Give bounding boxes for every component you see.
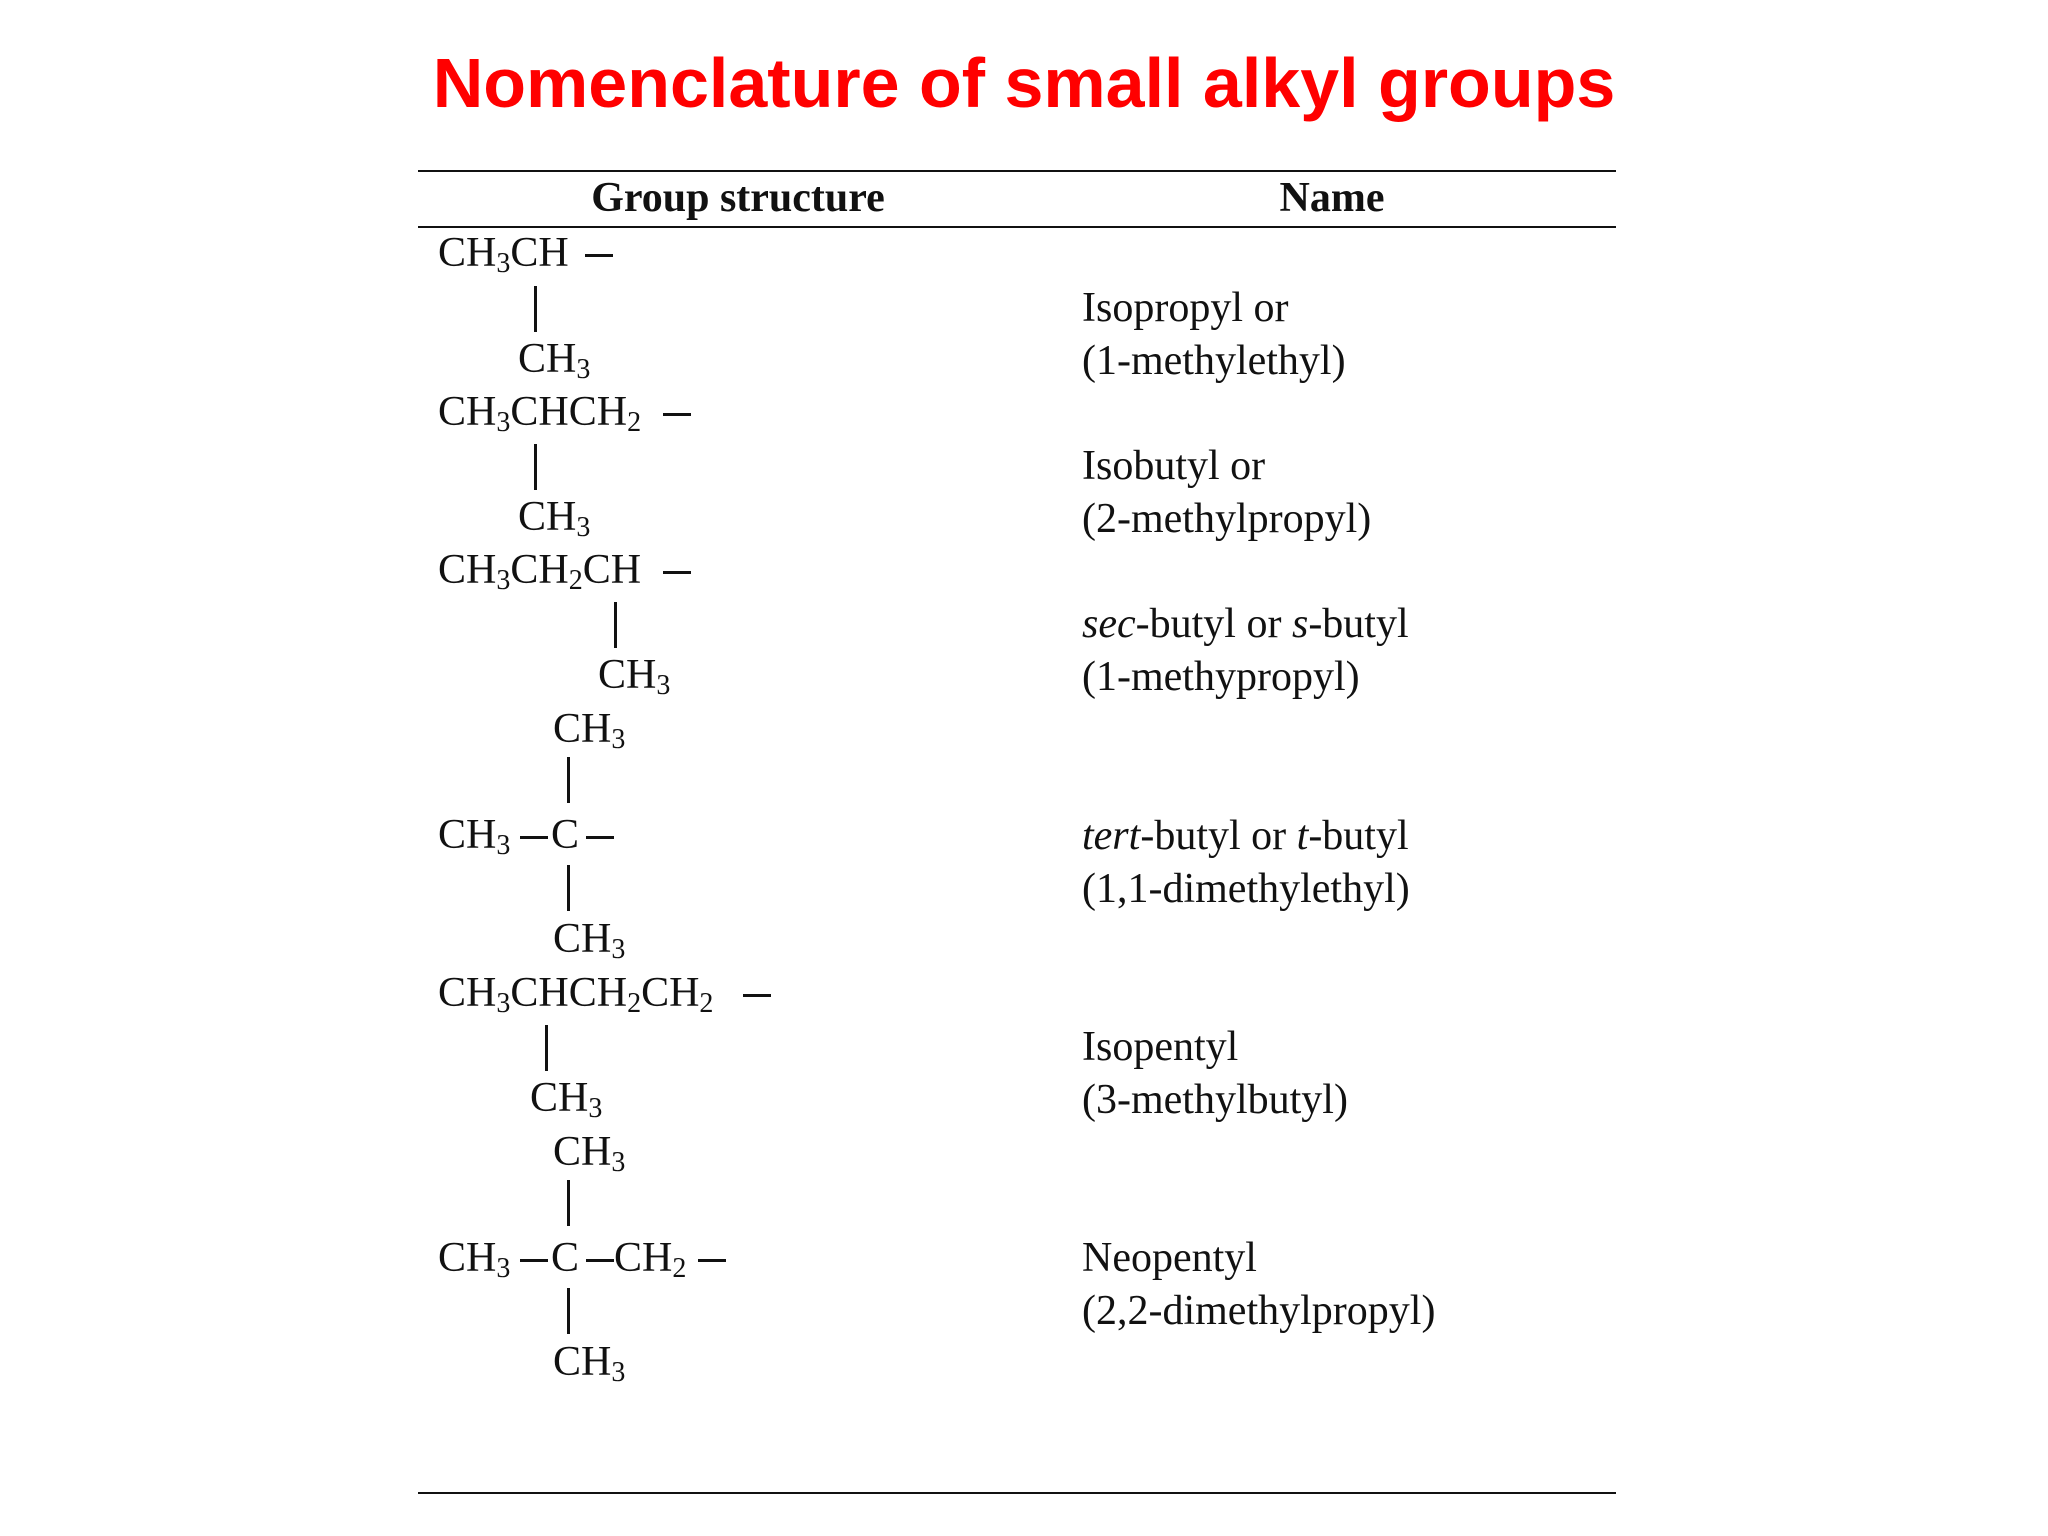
header-group-structure: Group structure (591, 175, 885, 221)
slide-title: Nomenclature of small alkyl groups (432, 44, 1616, 122)
name-tertbutyl (1082, 810, 1409, 863)
name-isopropyl-iupac: (1-methylethyl) (1082, 338, 1346, 384)
bond-h (585, 254, 613, 257)
name-secbutyl (1082, 598, 1409, 651)
structure-isopropyl-ch3: $CH_3$ (518, 336, 591, 385)
name-isopentyl: Isopentyl (1082, 1024, 1239, 1070)
structure-neopentyl-ch2: $CH_2$ (614, 1235, 687, 1284)
name-tertbutyl-iupac: (1,1-dimethylethyl) (1082, 866, 1410, 912)
bond-h (663, 413, 691, 416)
bond-h (586, 836, 614, 839)
bond-v (567, 1288, 570, 1334)
table-header-rule (418, 226, 1616, 228)
structure-isopropyl-main: $CH_3CH$ (438, 230, 569, 279)
bond-v (534, 444, 537, 490)
table-bottom-rule (418, 1492, 1616, 1494)
structure-neopentyl-top-ch3: $CH_3$ (553, 1129, 626, 1178)
bond-v (567, 865, 570, 911)
name-tertbutyl-mid: -butyl or (1140, 813, 1297, 859)
bond-h (698, 1259, 726, 1262)
bond-v (567, 757, 570, 803)
bond-h (520, 836, 548, 839)
structure-isobutyl-main: $CH_3CHCH_2$ (438, 389, 642, 438)
name-secbutyl-iupac: (1-methypropyl) (1082, 654, 1360, 700)
structure-secbutyl-ch3: $CH_3$ (598, 652, 671, 701)
structure-neopentyl-main-ch3: $CH_3$ (438, 1235, 511, 1284)
name-isopentyl-iupac: (3-methylbutyl) (1082, 1077, 1348, 1123)
structure-isopentyl-ch3: $CH_3$ (530, 1075, 603, 1124)
name-isobutyl-iupac: (2-methylpropyl) (1082, 496, 1372, 542)
name-tertbutyl-prefix2: t (1296, 813, 1309, 859)
structure-tertbutyl-c: C (551, 812, 580, 858)
bond-h (663, 571, 691, 574)
name-tertbutyl-suffix: -butyl (1308, 813, 1409, 859)
bond-h (520, 1259, 548, 1262)
name-isopropyl: Isopropyl or (1082, 285, 1289, 331)
structure-tertbutyl-bottom-ch3: $CH_3$ (553, 916, 626, 965)
structure-isopentyl-main: $CH_3CHCH_2CH_2$ (438, 970, 714, 1019)
bond-h (586, 1259, 614, 1262)
name-secbutyl-suffix: -butyl (1308, 601, 1409, 647)
bond-h (743, 994, 771, 997)
bond-v (545, 1025, 548, 1071)
structure-neopentyl-c: C (551, 1235, 580, 1281)
structure-isobutyl-ch3: $CH_3$ (518, 494, 591, 543)
bond-v (534, 286, 537, 332)
structure-tertbutyl-main: $CH_3$ (438, 812, 511, 861)
name-secbutyl-mid: -butyl or (1135, 601, 1292, 647)
name-tertbutyl-prefix: tert (1082, 813, 1141, 859)
name-secbutyl-prefix2: s (1291, 601, 1309, 647)
name-neopentyl-iupac: (2,2-dimethylpropyl) (1082, 1288, 1436, 1334)
bond-v (567, 1180, 570, 1226)
structure-neopentyl-bottom-ch3: $CH_3$ (553, 1339, 626, 1388)
header-name: Name (1279, 175, 1385, 221)
name-secbutyl-prefix: sec (1082, 601, 1136, 647)
name-neopentyl: Neopentyl (1082, 1235, 1257, 1281)
bond-v (614, 602, 617, 648)
structure-secbutyl-main: $CH_3CH_2CH$ (438, 547, 642, 596)
structure-tertbutyl-top-ch3: $CH_3$ (553, 706, 626, 755)
name-isobutyl: Isobutyl or (1082, 443, 1266, 489)
